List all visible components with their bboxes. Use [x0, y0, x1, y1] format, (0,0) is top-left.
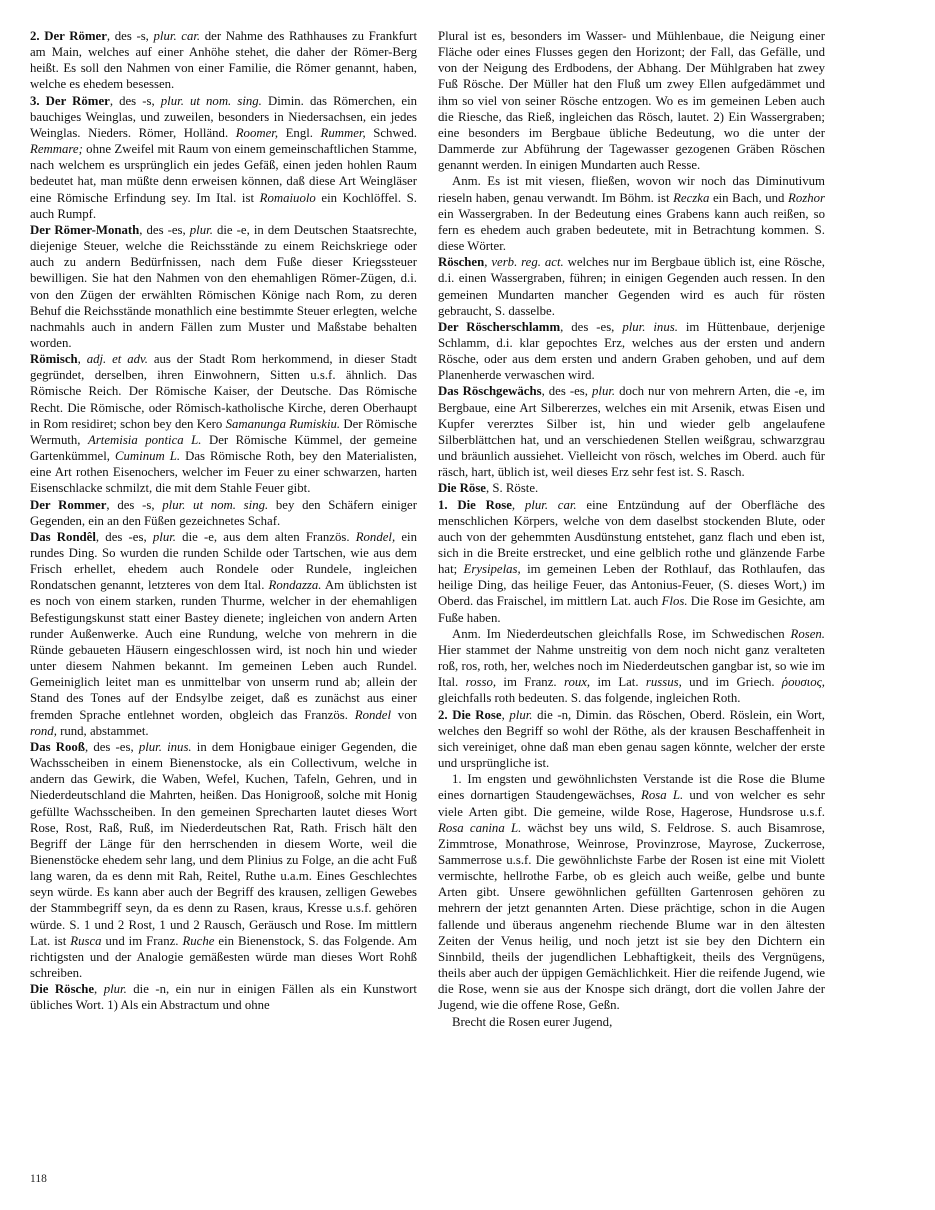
headword: Röschen	[438, 255, 485, 270]
dictionary-entry	[438, 383, 825, 480]
italic-term: plur. inus.	[138, 739, 192, 754]
entry-text: ,	[501, 707, 510, 722]
entry-text: Dimin. das Römerchen, ein bauchiges Weinglas, und zuweilen, besonders in Niedersachsen, ein jedes Weinglas. Nieders. Römer, Holländ.	[30, 93, 418, 140]
entry-text: Anm. Im Niederdeutschen gleichfalls Rose, im Schwedischen	[452, 626, 791, 641]
dictionary-entry	[438, 497, 825, 626]
dictionary-entry	[438, 707, 825, 772]
entry-text: , des -s,	[106, 29, 154, 43]
entry-text: die -e, in dem Deutschen Staatsrechte, diejenige Steuer, welche die Reichsstände zu einem Reichskriege oder auch zu andern Bedürfnissen, nach dem Fuße dieser Kriegssteuer bewilligen. Sie hat den Nahmen von den ehemahligen Römer-Zügen, d.i. von den Zügen der erwählten Römischen Könige nach Rom, zu deren Behuf die Reichsstände monathlich eine bestimmte Steuer erlegten, welche nachmahls auch in andern Fällen zum Muster und Maßstabe behalten worden.	[30, 222, 417, 350]
italic-term: Rosen.	[790, 626, 825, 641]
headword: Der Römer-Monath	[30, 222, 140, 237]
dictionary-entry	[30, 93, 417, 222]
entry-text: , S. Röste.	[485, 481, 539, 496]
entry-paragraph	[438, 28, 825, 173]
entry-text: im Franz.	[496, 675, 564, 690]
entry-text: von	[391, 707, 417, 722]
italic-term: plur. ut nom. sing.	[160, 93, 262, 108]
headword: 1. Die Rose	[438, 497, 512, 512]
entry-text: Schwed.	[365, 125, 417, 140]
entry-text: ,	[94, 982, 104, 997]
italic-term: Artemisia pontica L.	[88, 432, 202, 447]
italic-term: Reczka	[673, 190, 710, 205]
dictionary-entry	[438, 480, 825, 496]
entry-text: ,	[484, 255, 492, 270]
entry-text: eine Entzündung auf der Oberfläche des menschlichen Körpers, welche von dem daselbst stockenden Blute, oder auch von der gehemmten Ausdünstung entstehet, ganz flach und eben ist, sich in die Breite erstrecket, und eine gelblich rothe und glänzende Farbe hat;	[438, 497, 825, 577]
italic-term: Remmare;	[30, 142, 83, 157]
entry-text: doch nur von mehrern Arten, die -e, im Bergbaue, eine Art Silbererzes, welches ein mit Arsenik, etwas Eisen und Kupfer vererztes Silber ist, hin und wieder gelb angelaufene Silberblättchen hat, und an verschiedenen Stellen weißgrau, schwarzgrau und bräunlich aussiehet. Vielleicht von rösch, welches im Oberd. auch für räsch, hart, üblich ist, weil dieses Erz sehr fest ist. S. Rasch.	[438, 384, 825, 480]
dictionary-entry	[30, 529, 417, 739]
entry-text: in dem Honigbaue einiger Gegenden, die Wachsscheiben in einem Bienenstocke, als ein Collectivum, welche in andern das Gewirk, die Waben, Wefel, Kuchen, Tafeln, Gehren, und in Niederdeutschland die Mahrten, heißen. Das Honigrooß, solche mit Honig gefüllte Wachsscheiben. In den gemeinen Sprecharten lautet dieses Wort Rose, Rost, Raß, Ruß, im Niederdeutschen Rat, Rath. Frisch hält den Begriff der Länge für den herrschenden in diesem Worte, weil die Bienenstöcke ehedem sehr lang, und dem Plinius zu Folge, an die acht Fuß lang waren, da es denn mit Rah, Reitel, Ruthe u.a.m. Eines Geschlechtes seyn würde. Es kann aber auch der Begriff des krausen, zelligen Gewebes der Stammbegriff seyn, da es denn zu Rasen, kraus, Kresse u.s.f. gehören würde. S. 1 und 2 Rost, 1 und 2 Rausch, Geräusch und Rose. Im mittlern Lat. ist	[30, 739, 417, 948]
italic-term: Rosa canina L.	[438, 820, 522, 835]
entry-text: , des -es,	[95, 529, 153, 544]
dictionary-entry	[30, 497, 417, 529]
italic-term: Ruche	[182, 933, 215, 948]
entry-text: ein Bach, und	[709, 190, 789, 205]
entry-text: ,	[77, 352, 87, 367]
italic-term: rond,	[30, 723, 57, 738]
italic-term: Erysipelas,	[463, 562, 521, 577]
entry-text: Am üblichsten ist es noch von einem starken, runden Thurme, welcher in der ehemahligen Befestigungskunst statt einer Bastey dienete; ingleichen von andern Arten runder Außenwerke. Auch eine Rundung, welche von mehrern in die Ründe gebaueten Häusern eingeschlossen wird, ist noch hin und wieder unter diesem Nahmen bekannt. Im gemeinen Leben auch Rundel. Gemeiniglich leitet man es unmittelbar von unserm rund ab; allein der Stand des Tones auf der Endsylbe zeiget, daß es zunächst aus einer fremden Sprache entlehnet worden, obgleich das Französ.	[30, 578, 417, 722]
page-number: 118	[30, 1173, 47, 1185]
entry-text: , des -s,	[106, 497, 163, 512]
headword: 2. Der Römer	[30, 29, 107, 43]
italic-term: adj. et adv.	[86, 352, 148, 367]
italic-term: verb. reg. act.	[491, 255, 564, 270]
italic-term: plur. car.	[153, 29, 201, 43]
italic-term: plur. car.	[524, 497, 577, 512]
entry-text: wächst bey uns wild, S. Feldrose. S. auch Bisamrose, Zimmtrose, Monathrose, Weinrose, Provinzrose, Mayrose, Zuckerrose, Sammerrose u.s.f. Die gewöhnlichste Farbe der Rosen ist eine mit Violett vermischte, hellrothe Farbe, ob es gleich auch weiße, gelbe und bunte Arten gibt. Unsere gewöhnlichen gefüllten Gartenrosen gehören zu mehrern der jetzt genannten Arten. Diese prächtige, schon in die Augen fallende und überaus angenehm riechende Blume war in den ältesten Zeiten der Venus heilig, und noch jetzt ist sie bey den Dichtern ein Sinnbild, theils der jugendlichen Lebhaftigkeit, theils des Vergnügens, theils aber auch der üppigen Gemächlichkeit. Hier die reifende Jugend, wie die Rose, wenn sie aus der Knospe sich drängt, dort die vollen Jahre der Jugend, wie die offene Rose, Geßn.	[438, 820, 825, 1013]
entry-text: bey den Schäfern einiger Gegenden, ein an den Füßen gezeichnetes Schaf.	[30, 497, 417, 528]
entry-text: ein Kochlöffel. S. auch Rumpf.	[30, 190, 417, 221]
italic-term: ῥουσιος,	[781, 675, 825, 690]
italic-term: plur. ut nom. sing.	[162, 497, 269, 512]
entry-text: , des -s,	[109, 93, 161, 108]
entry-text: die -n, Dimin. das Röschen, Oberd. Röslein, ein Wort, welches den Begriff so wohl der Röthe, als der krausen Beschaffenheit in sich vereiniget, ohne daß man eben genau sagen könnte, welcher der erste und ursprüngliche ist.	[438, 707, 825, 771]
italic-term: Rondazza.	[268, 578, 322, 593]
entry-text: aus der Stadt Rom herkommend, in dieser Stadt gegründet, derselben, ihren Einwohnern, Sitten u.s.f. ähnlich. Das Römische Reich. Der Römische Kaiser, der Deutsche. Das Römische Recht. Die Römische, oder Römisch-katholische Kirche, deren Oberhaupt in Rom residiret; schon bey den Kero	[30, 352, 417, 431]
dictionary-entry	[30, 981, 417, 1013]
dictionary-entry	[30, 351, 417, 496]
italic-term: Rondel	[354, 707, 391, 722]
dictionary-entry	[30, 28, 417, 93]
entry-text: im Lat.	[590, 675, 646, 690]
entry-text: und im Griech.	[681, 675, 782, 690]
headword: Der Röscherschlamm	[438, 319, 561, 334]
entry-text: , des -es,	[541, 384, 593, 399]
entry-text: und im Franz.	[101, 933, 183, 948]
entry-text: , des -es,	[560, 319, 623, 334]
italic-term: russus,	[645, 675, 682, 690]
left-column	[30, 28, 417, 1014]
headword: Der Rommer	[30, 497, 107, 512]
entry-paragraph	[438, 173, 825, 254]
entry-text: ein Wassergraben. In der Bedeutung eines Grabens kann auch reißen, so fern es ehedem auch graben bedeutete, mit in Betrachtung kommen. S. diese Wörter.	[438, 206, 825, 254]
entry-text: Hier stammet der Nahme unstreitig von dem noch nicht ganz veralteten roß, ros, roth, her, welches noch im Niederdeutschen gangbar ist, so wie im Ital.	[438, 642, 825, 690]
dictionary-entry	[30, 222, 417, 351]
entry-text: Das Römische Roth, bey den Materialisten, eine Art rothen Eisenochers, welcher im Feuer zu einer schwarzen, harten Eisenschlacke schmilzt, die mit dem Stahle Feuer gibt.	[30, 449, 417, 496]
entry-text: die -e, aus dem alten Französ.	[175, 529, 356, 544]
dictionary-entry	[30, 739, 417, 981]
italic-term: Rummer,	[320, 125, 366, 140]
entry-text: der Nahme des Rathhauses zu Frankfurt am Main, welches auf einer Anhöhe stehet, die daher der Römer-Berg heißt. Es soll den Nahmen von einer Familie, die Römer genannt, haben, welche es ehedem besessen.	[30, 29, 418, 92]
entry-text: Anm. Es ist mit viesen, fließen, wovon wir noch das Diminutivum rieseln haben, genau verwandt. Im Böhm. ist	[438, 174, 825, 205]
headword: Das Rondêl	[30, 529, 96, 544]
italic-term: Rosa L.	[641, 788, 684, 803]
entry-text: , des -es,	[139, 222, 190, 237]
italic-term: Cuminum L.	[114, 449, 181, 464]
entry-text: welches nur im Bergbaue üblich ist, eine Rösche, d.i. einen Wassergraben, führen; in einigen Gegenden auch ressen. In den gemeinen Mundarten mancher Gegenden wird es auch für rösten gebraucht, S. dasselbe.	[438, 255, 825, 318]
entry-paragraph	[438, 1014, 825, 1030]
italic-term: plur.	[103, 982, 127, 997]
italic-term: Samanunga Rumiskiu.	[225, 416, 341, 431]
entry-text: im gemeinen Leben der Rothlauf, das Rothlaufen, das heilige Ding, das heilige Feuer, das Antonius-Feuer, (S. dieses Wort,) im Oberd. das Fraischel, im mittlern Lat. auch	[438, 562, 825, 609]
entry-text: , des -es,	[84, 739, 139, 754]
entry-text: die -n, ein nur in einigen Fällen als ein Kunstwort übliches Wort. 1) Als ein Abstractum und ohne	[30, 982, 417, 1013]
headword: Die Röse	[438, 481, 486, 496]
entry-text: 1. Im engsten und gewöhnlichsten Verstande ist die Rose die Blume eines dornartigen Staudengewächses,	[438, 772, 825, 803]
entry-paragraph	[438, 771, 825, 1013]
entry-text: ein rundes Ding. So wurden die runden Schilde oder Tartschen, wie aus dem Frisch erhellet, ehedem auch Rondele oder Rundele, ingleichen Rondatschen genannt, letzteres von dem Ital.	[30, 529, 417, 593]
entry-text: ohne Zweifel mit Raum von einem gemeinschaftlichen Stamme, nach welchem es ursprünglich ein jedes Gefäß, einen jeden hohlen Raum bedeutet hat, man müßte denn erweisen können, daß diese Art Weingläser eine Römische Erfindung sey. Im Ital. ist	[30, 142, 417, 205]
italic-term: plur. inus.	[622, 319, 678, 334]
italic-term: Roomer,	[235, 125, 279, 140]
italic-term: plur.	[189, 222, 213, 237]
entry-text: Engl.	[278, 125, 321, 140]
italic-term: Rondel,	[355, 529, 396, 544]
headword: 2. Die Rose	[438, 707, 502, 722]
entry-paragraph	[438, 626, 825, 707]
entry-text: rund, abstammet.	[56, 723, 149, 738]
entry-text: Der Römische Wermuth,	[30, 416, 418, 447]
italic-term: plur.	[509, 707, 533, 722]
italic-term: plur.	[592, 384, 616, 399]
headword: Römisch	[30, 352, 78, 367]
entry-text: gleichfalls roth bedeuten. S. das folgende, ingleichen Roth.	[438, 691, 741, 706]
entry-text: und von welcher es sehr viele Arten gibt. Die gemeine, wilde Rose, Hagerose, Hundsrose u.s.f.	[438, 788, 825, 819]
dictionary-entry	[438, 319, 825, 384]
right-column	[438, 28, 825, 1030]
headword: 3. Der Römer	[30, 93, 110, 108]
italic-term: plur.	[152, 529, 176, 544]
entry-text: Brecht die Rosen eurer Jugend,	[452, 1014, 613, 1029]
headword: Das Röschgewächs	[438, 384, 542, 399]
italic-term: Rozhor	[788, 190, 825, 205]
dictionary-entry	[438, 254, 825, 319]
entry-text: Plural ist es, besonders im Wasser- und Mühlenbaue, die Neigung einer Fläche oder eines Flusses gegen den Horizont; der Fall, das Gefälle, und von der Neigung des Erdbodens, der Abhang. Der Mühlgraben hat zwey Fuß Rösche. Der Müller hat den Fluß um zwey Ellen aufgedämmet und ihm so viel von seiner Rösche entzogen. Wo es im gemeinen Leben auch die Riesche, das Rieß, ingleichen das Rösch, lautet. 2) Ein Wassergraben; eine besonders im Bergbaue übliche Bedeutung, wo die unter der Dammerde zur Abführung der Tagewasser gezogenen Gräben Röschen genannt werden. In einigen Mundarten auch Resse.	[438, 29, 825, 173]
italic-term: Romaiuolo	[259, 190, 316, 205]
italic-term: roux,	[563, 675, 591, 690]
italic-term: Rusca	[70, 933, 102, 948]
headword: Die Rösche	[30, 982, 95, 997]
italic-term: rosso,	[465, 675, 497, 690]
headword: Das Rooß	[30, 739, 85, 754]
entry-text: im Hüttenbaue, derjenige Schlamm, d.i. klar gepochtes Erz, welches aus der ersten und andern Rösche, oder aus dem ersten und andern Graben gehoben, und auf dem Planenherde verwaschen wird.	[438, 319, 826, 383]
entry-text: ein Bienenstock, S. das Folgende. Am richtigsten und der Analogie gemäßesten würde man dieses Wort Rohß schreiben.	[30, 933, 417, 981]
italic-term: Flos.	[661, 594, 688, 609]
entry-text: Die Rose im Gesichte, am Fuße haben.	[438, 594, 825, 625]
entry-text: Der Römische Kümmel, der gemeine Gartenkümmel,	[30, 432, 417, 464]
entry-text: ,	[511, 497, 525, 512]
